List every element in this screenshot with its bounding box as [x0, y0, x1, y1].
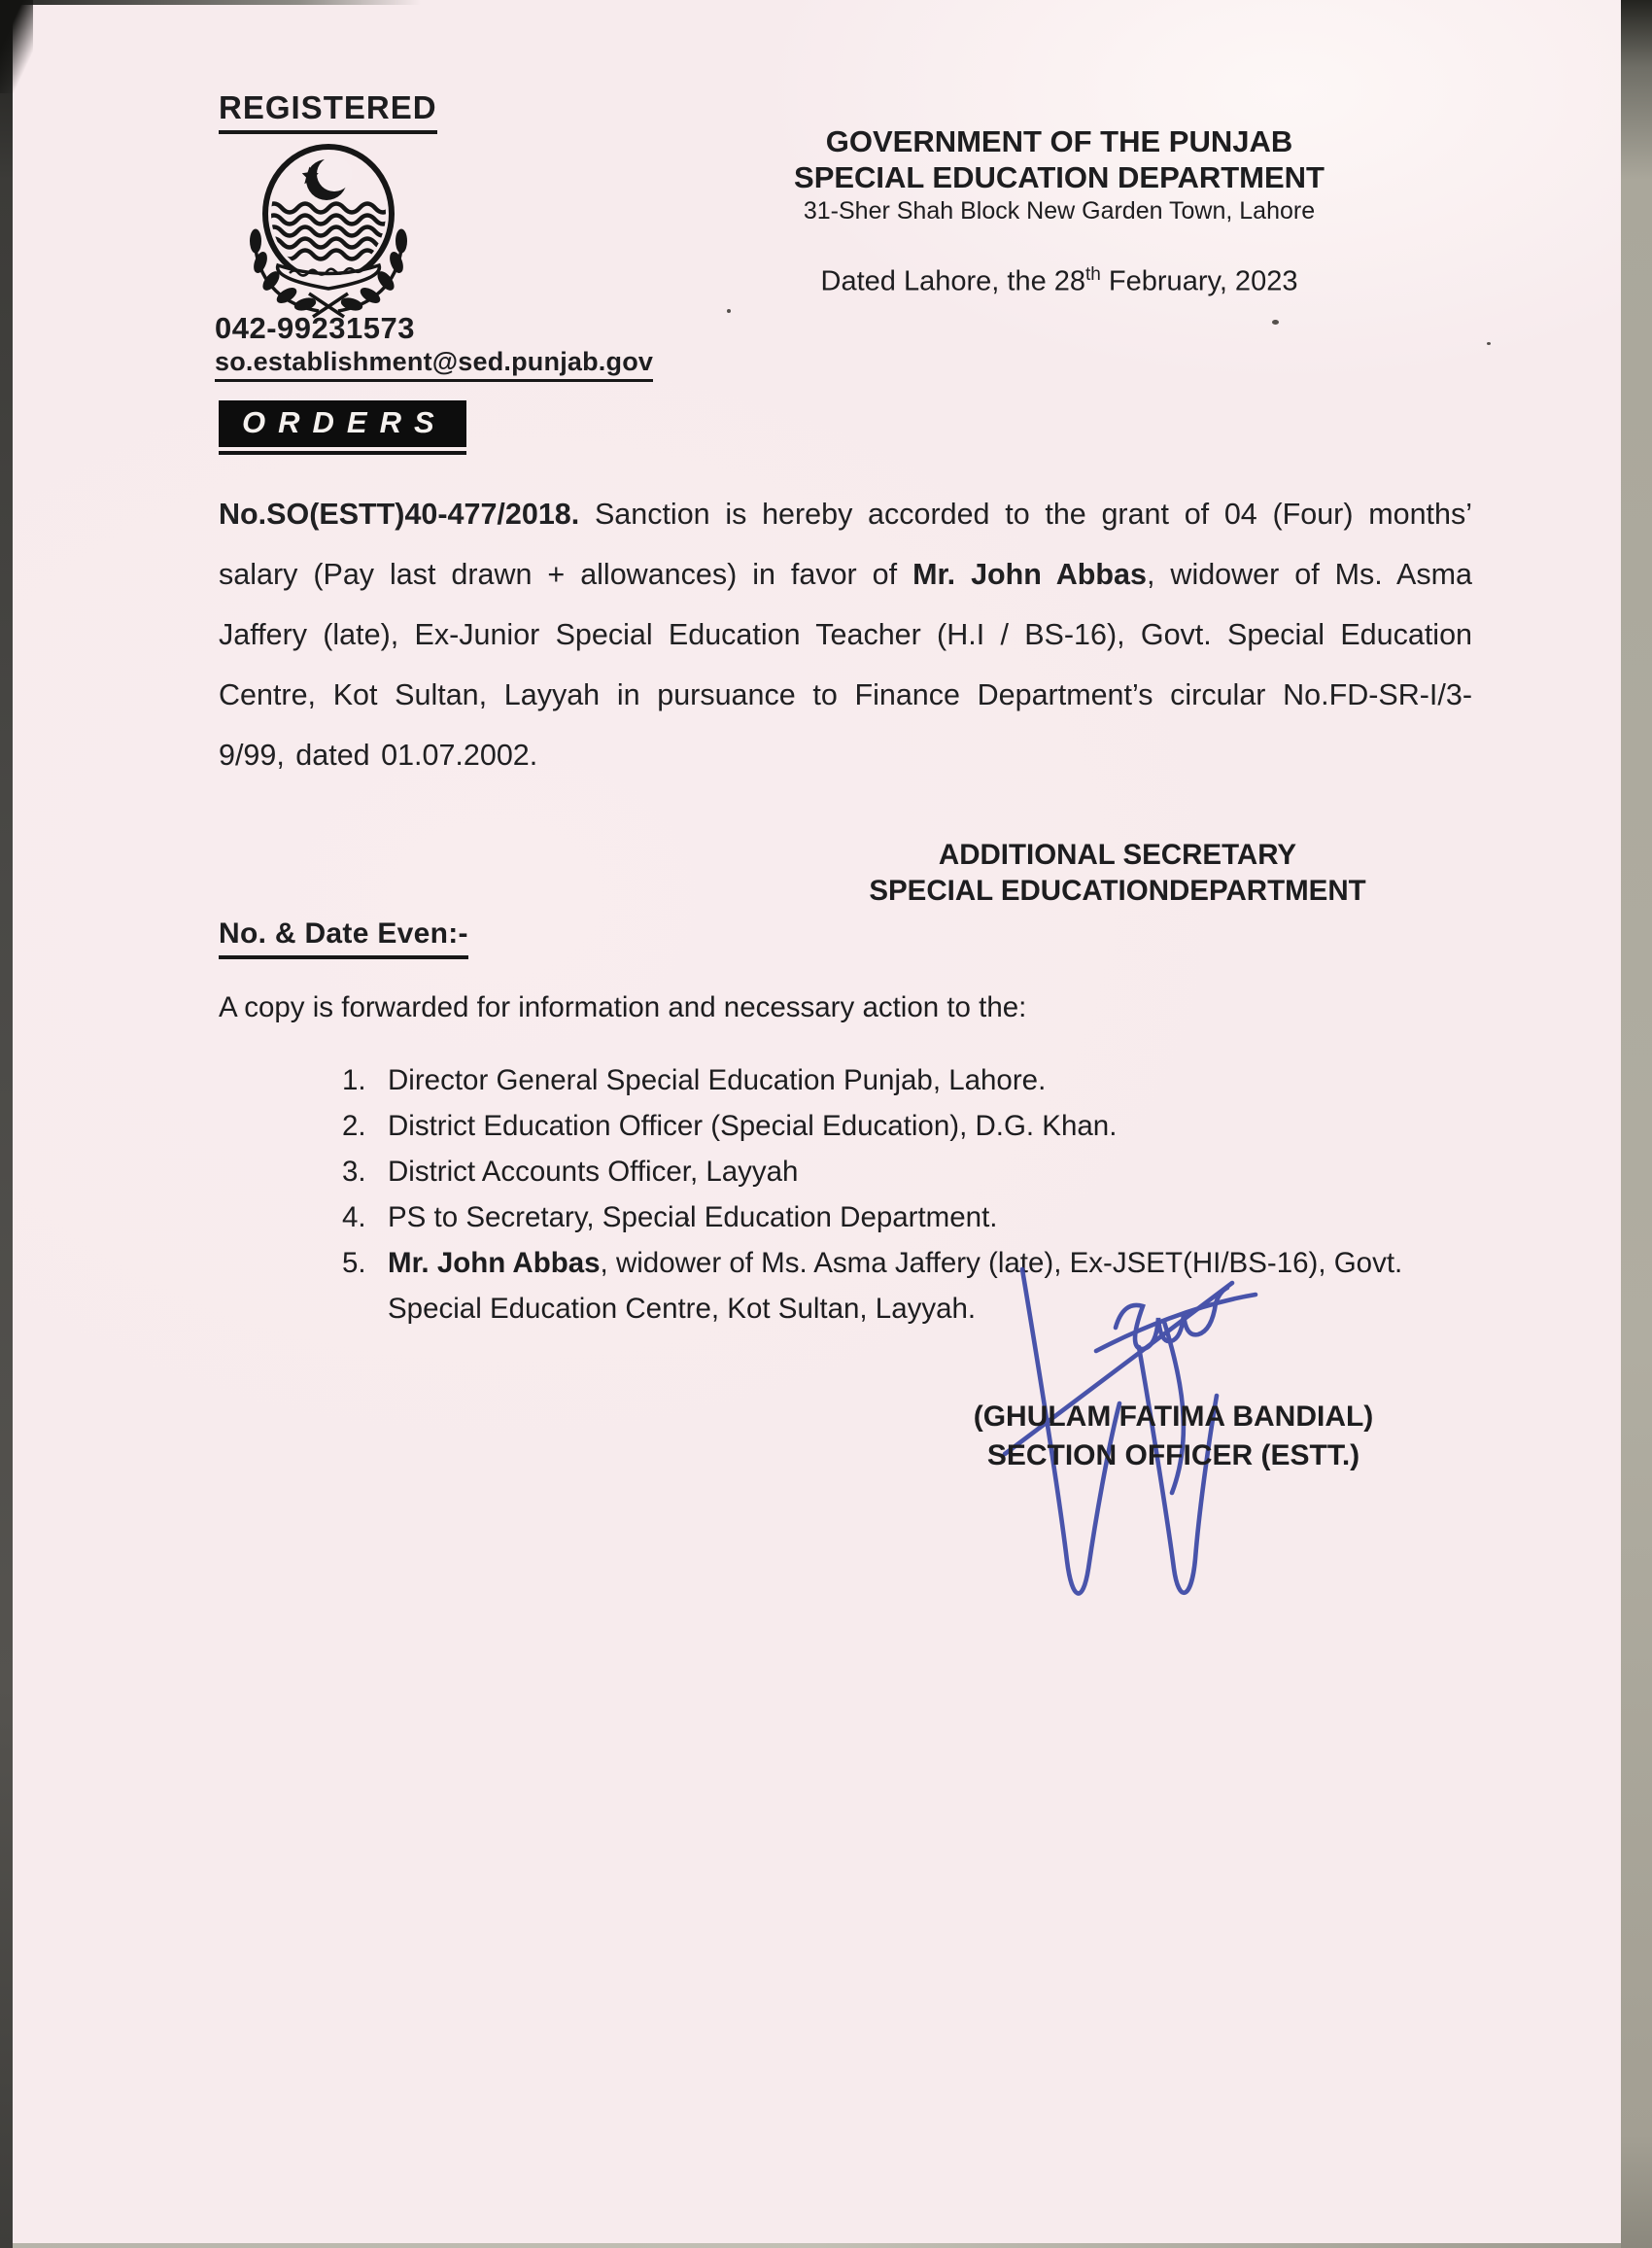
list-item-number: 5.	[342, 1247, 366, 1279]
order-text-2: , widower of Ms. Asma Jaffery (late), Ex-Junior Special Education Teacher (H.I / BS-16), Govt. Special Education Centre, Kot Sultan, Layyah in pursuance to Finance Department’s circular No.FD-SR-I/3-9/99, dated 01.07.2002.	[219, 558, 1473, 772]
signatory-department: SPECIAL EDUCATIONDEPARTMENT	[869, 874, 1366, 907]
list-item	[342, 1149, 1489, 1194]
beneficiary-name: Mr. John Abbas	[912, 558, 1147, 591]
copy-forwarded-intro: A copy is forwarded for information and necessary action to the:	[219, 991, 1027, 1023]
signatory-block-top	[777, 838, 1458, 910]
ink-speck	[1272, 320, 1279, 325]
list-item-text: Director General Special Education Punjab, Lahore.	[388, 1064, 1047, 1096]
order-reference-number: No.SO(ESTT)40-477/2018.	[219, 498, 580, 531]
scan-edge-left	[0, 0, 13, 2248]
signatory-title: ADDITIONAL SECRETARY	[938, 839, 1297, 871]
punjab-government-crest-logo	[224, 136, 435, 321]
email-address: so.establishment@sed.punjab.gov	[215, 347, 653, 382]
list-item-number: 4.	[342, 1201, 366, 1233]
phone-number: 042-99231573	[215, 311, 415, 345]
list-item	[342, 1103, 1489, 1149]
list-item-text	[388, 1240, 1489, 1332]
list-item-text: District Accounts Officer, Layyah	[388, 1156, 799, 1188]
officer-designation: SECTION OFFICER (ESTT.)	[986, 1438, 1360, 1471]
department-address: 31-Sher Shah Block New Garden Town, Lahore	[803, 197, 1316, 225]
date-ordinal-suffix: th	[1085, 264, 1101, 285]
list-item	[342, 1057, 1489, 1103]
list-item-number: 2.	[342, 1110, 366, 1142]
order-paragraph	[219, 484, 1472, 785]
signatory-block-bottom	[909, 1398, 1438, 1475]
distribution-list	[342, 1057, 1489, 1332]
date-suffix: February, 2023	[1100, 265, 1298, 297]
list-item-text-rest: , widower of Ms. Asma Jaffery (late), Ex-JSET(HI/BS-16), Govt. Special Education Centre, Kot Sultan, Layyah.	[388, 1247, 1403, 1325]
ink-speck	[1487, 342, 1491, 345]
registered-label: REGISTERED	[219, 89, 437, 134]
date-prefix: Dated Lahore, the 28	[820, 265, 1086, 297]
scan-corner-smudge	[0, 0, 33, 93]
officer-name: (GHULAM FATIMA BANDIAL)	[973, 1401, 1374, 1433]
government-title: GOVERNMENT OF THE PUNJAB	[825, 124, 1293, 158]
orders-heading: ORDERS	[219, 400, 466, 447]
list-item	[342, 1194, 1489, 1240]
orders-heading-underline	[219, 400, 466, 455]
department-title: SPECIAL EDUCATION DEPARTMENT	[794, 159, 1325, 194]
date-line	[671, 264, 1448, 298]
order-text-1: Sanction is hereby accorded to the grant of 04 (Four) months’ salary (Pay last drawn + allowances) in favor of	[219, 498, 1472, 591]
list-item-bold-name: Mr. John Abbas	[388, 1247, 601, 1279]
list-item-text: PS to Secretary, Special Education Department.	[388, 1201, 998, 1233]
list-item-text: District Education Officer (Special Education), D.G. Khan.	[388, 1110, 1118, 1142]
department-header	[671, 124, 1448, 226]
list-item-number: 3.	[342, 1156, 366, 1188]
scan-edge-right	[1621, 0, 1652, 2248]
ink-speck	[727, 309, 731, 313]
scan-edge-bottom	[13, 2243, 1621, 2248]
no-date-even-heading: No. & Date Even:-	[219, 917, 468, 959]
scan-edge-top	[13, 0, 421, 5]
list-item-number: 1.	[342, 1064, 366, 1096]
list-item	[342, 1240, 1489, 1332]
